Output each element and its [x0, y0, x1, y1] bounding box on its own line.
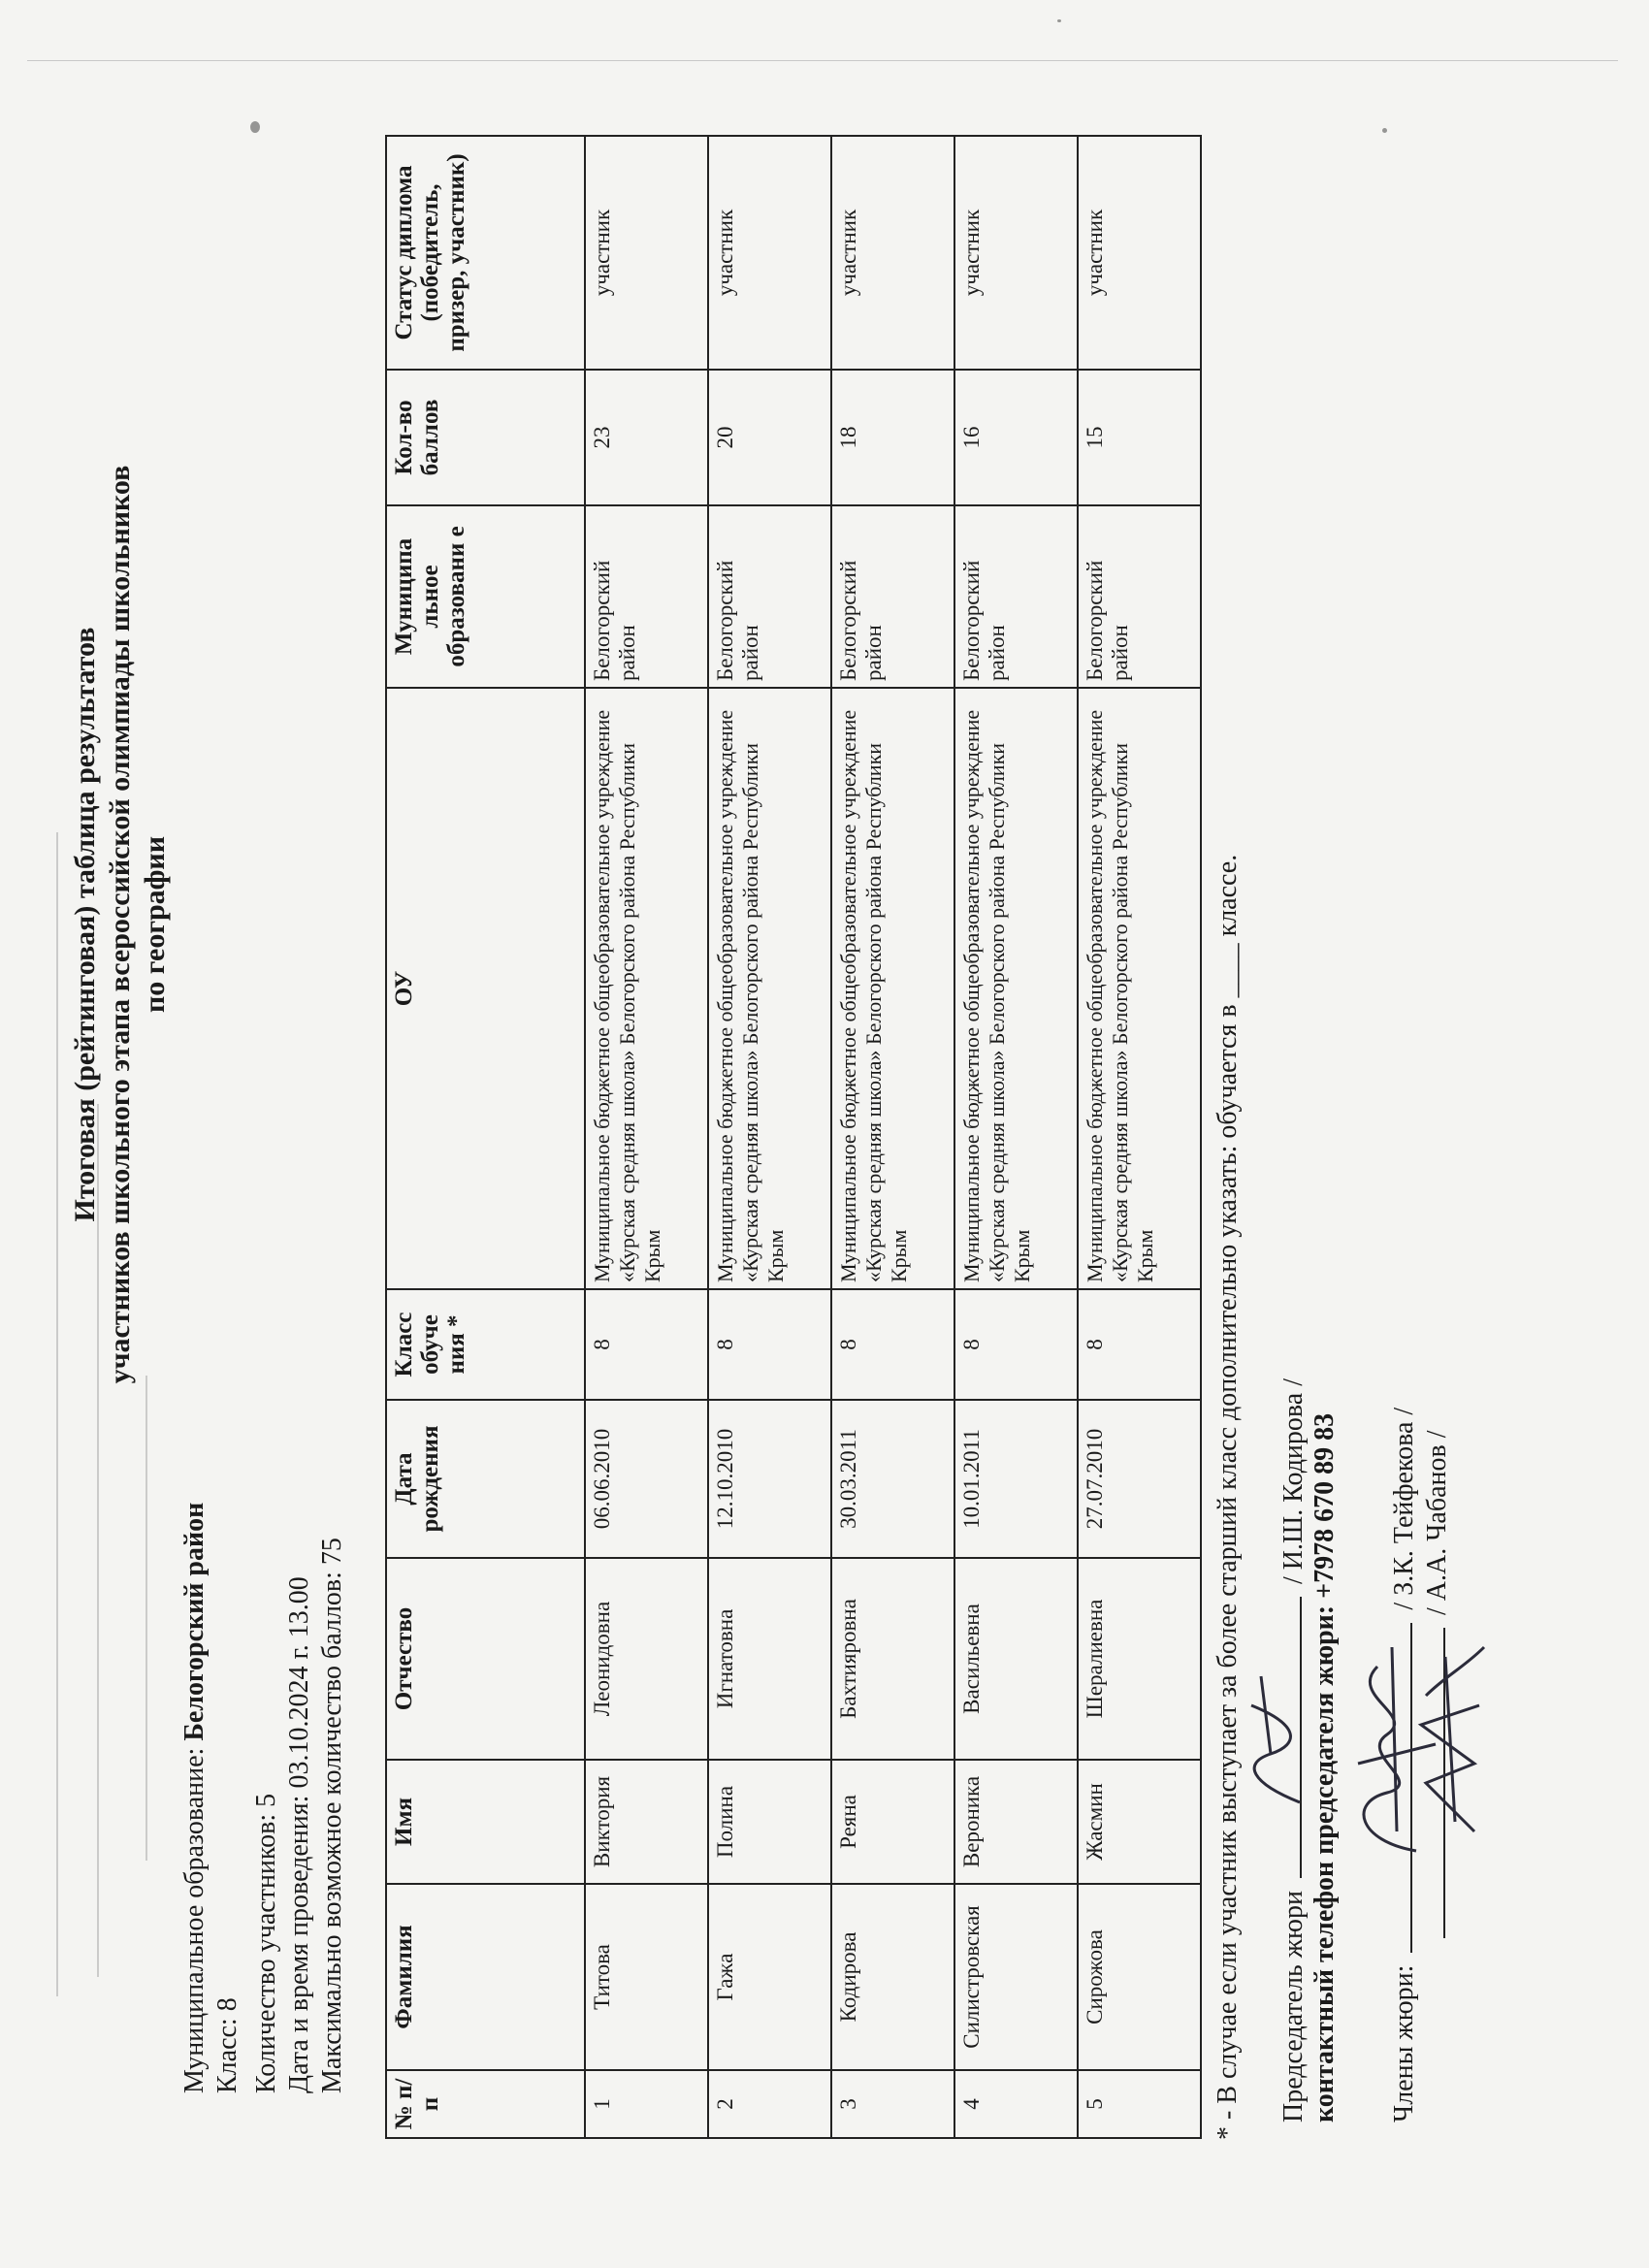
- cell-birthdate: 12.10.2010: [708, 1400, 831, 1558]
- cell-status: участник: [708, 136, 831, 370]
- cell-score: 15: [1078, 370, 1201, 505]
- col-header-score: Кол-во баллов: [386, 370, 585, 505]
- datetime-line: Дата и время проведения: 03.10.2024 г. 13.00: [284, 1576, 314, 2093]
- results-table: [385, 135, 1202, 2139]
- info-block: [178, 638, 349, 2093]
- cell-school: Муниципальное бюджетное общеобразовательное учреждение «Курская средняя школа» Белогорского района Республики Крым: [831, 688, 954, 1289]
- cell-surname: Гажа: [708, 1884, 831, 2070]
- chair-label: Председатель жюри: [1278, 1891, 1309, 2122]
- cell-name: Вероника: [954, 1760, 1078, 1884]
- cell-municipality: Белогорский район: [708, 505, 831, 688]
- member1-name: / З.К. Тейфекова /: [1389, 1407, 1419, 1610]
- col-header-patronymic: Отчество: [386, 1558, 585, 1760]
- footnote: * - В случае если участник выступает за более старший класс дополнительно указать: обучается в ____ классе.: [1212, 854, 1243, 2140]
- cell-patronymic: Бахтияровна: [831, 1558, 954, 1760]
- cell-school: Муниципальное бюджетное общеобразовательное учреждение «Курская средняя школа» Белогорского района Республики Крым: [1078, 688, 1201, 1289]
- municipality-label: Муниципальное образование:: [179, 1747, 210, 2093]
- chair-line: [1278, 861, 1310, 2122]
- chair-handwritten-signature: [1232, 1657, 1310, 1812]
- table-row: [585, 136, 708, 2138]
- cell-birthdate: 10.01.2011: [954, 1400, 1078, 1558]
- municipality-value: Белогорский район: [179, 1502, 210, 1741]
- table-row: [831, 136, 954, 2138]
- col-header-birthdate: Дата рождения: [386, 1400, 585, 1558]
- table-header-row: [386, 136, 585, 2138]
- cell-grade: 8: [708, 1289, 831, 1400]
- table-row: [708, 136, 831, 2138]
- col-header-grade: Класс обуче ния *: [386, 1289, 585, 1400]
- maxscore-line: Максимально возможное количество баллов: 75: [317, 1538, 347, 2093]
- cell-number: 5: [1078, 2070, 1201, 2138]
- participants-line: Количество участников: 5: [251, 1793, 281, 2093]
- cell-patronymic: Игнатовна: [708, 1558, 831, 1760]
- cell-school: Муниципальное бюджетное общеобразовательное учреждение «Курская средняя школа» Белогорского района Республики Крым: [585, 688, 708, 1289]
- phone-value: +7978 670 89 83: [1310, 1412, 1340, 1599]
- cell-birthdate: 27.07.2010: [1078, 1400, 1201, 1558]
- cell-score: 20: [708, 370, 831, 505]
- cell-surname: Сирожова: [1078, 1884, 1201, 2070]
- document-title: [68, 124, 173, 1725]
- member-line-1: [1389, 861, 1420, 2122]
- members-label: Члены жюри:: [1389, 1964, 1419, 2122]
- cell-score: 18: [831, 370, 954, 505]
- table-row: [1078, 136, 1201, 2138]
- col-header-name: Имя: [386, 1760, 585, 1884]
- cell-name: Полина: [708, 1760, 831, 1884]
- cell-municipality: Белогорский район: [954, 505, 1078, 688]
- table-row: [954, 136, 1078, 2138]
- phone-line: [1310, 861, 1341, 2122]
- cell-birthdate: 06.06.2010: [585, 1400, 708, 1558]
- cell-school: Муниципальное бюджетное общеобразовательное учреждение «Курская средняя школа» Белогорского района Республики Крым: [708, 688, 831, 1289]
- cell-name: Реяна: [831, 1760, 954, 1884]
- cell-name: Виктория: [585, 1760, 708, 1884]
- cell-grade: 8: [585, 1289, 708, 1400]
- cell-surname: Титова: [585, 1884, 708, 2070]
- cell-status: участник: [954, 136, 1078, 370]
- cell-surname: Кодирова: [831, 1884, 954, 2070]
- municipality-line: [178, 638, 211, 2093]
- cell-grade: 8: [954, 1289, 1078, 1400]
- cell-number: 3: [831, 2070, 954, 2138]
- col-header-surname: Фамилия: [386, 1884, 585, 2070]
- cell-name: Жасмин: [1078, 1760, 1201, 1884]
- cell-municipality: Белогорский район: [585, 505, 708, 688]
- cell-municipality: Белогорский район: [831, 505, 954, 688]
- bleed-through-text: [56, 832, 58, 1996]
- col-header-number: № п/п: [386, 2070, 585, 2138]
- cell-number: 2: [708, 2070, 831, 2138]
- title-line-2: участников школьного этапа всероссийской олимпиады школьников: [104, 465, 136, 1384]
- cell-surname: Силистровская: [954, 1884, 1078, 2070]
- cell-status: участник: [1078, 136, 1201, 370]
- phone-label: контактный телефон председателя жюри:: [1310, 1604, 1340, 2122]
- col-header-status: Статус диплома (победитель, призер, участник): [386, 136, 585, 370]
- cell-number: 1: [585, 2070, 708, 2138]
- cell-patronymic: Васильевна: [954, 1558, 1078, 1760]
- col-header-school: ОУ: [386, 688, 585, 1289]
- cell-patronymic: Леонидовна: [585, 1558, 708, 1760]
- member2-handwritten-signature: [1406, 1637, 1494, 1841]
- title-line-1: Итоговая (рейтинговая) таблица результатов: [69, 627, 101, 1222]
- class-line: Класс: 8: [212, 1997, 242, 2093]
- cell-grade: 8: [831, 1289, 954, 1400]
- chair-name: / И.Ш. Кодирова /: [1278, 1378, 1309, 1585]
- cell-school: Муниципальное бюджетное общеобразовательное учреждение «Курская средняя школа» Белогорского района Республики Крым: [954, 688, 1078, 1289]
- cell-score: 23: [585, 370, 708, 505]
- cell-grade: 8: [1078, 1289, 1201, 1400]
- cell-municipality: Белогорский район: [1078, 505, 1201, 688]
- title-line-3: по географии: [139, 836, 171, 1013]
- cell-number: 4: [954, 2070, 1078, 2138]
- cell-score: 16: [954, 370, 1078, 505]
- cell-status: участник: [831, 136, 954, 370]
- col-header-municipality: Муниципа льное образовани е: [386, 505, 585, 688]
- cell-patronymic: Шералиевна: [1078, 1558, 1201, 1760]
- cell-birthdate: 30.03.2011: [831, 1400, 954, 1558]
- member2-name: / А.А. Чабанов /: [1422, 1430, 1452, 1615]
- cell-status: участник: [585, 136, 708, 370]
